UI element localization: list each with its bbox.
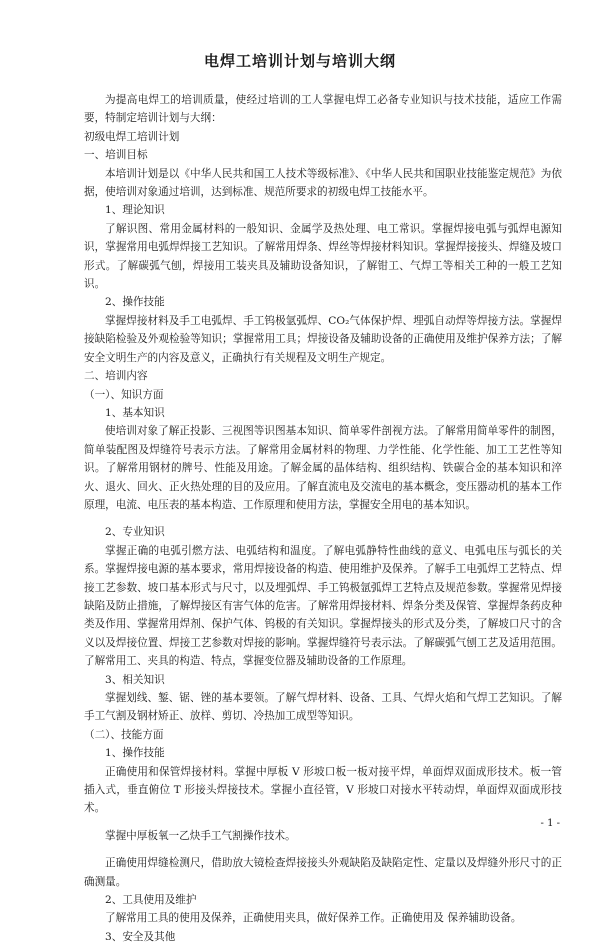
document-title: 电焊工培训计划与培训大纲 bbox=[203, 52, 396, 70]
related-knowledge-heading: 3、相关知识 bbox=[105, 673, 165, 686]
tools-paragraph: 了解常用工具的使用及保养，正确使用夹具，做好保养工作。正确使用及 保养辅助设备。 bbox=[105, 912, 522, 925]
operation-skill-heading: 1、操作技能 bbox=[105, 747, 165, 760]
safety-heading: 3、安全及其他 bbox=[105, 930, 176, 943]
professional-knowledge-heading: 2、专业知识 bbox=[105, 526, 165, 539]
plan-heading: 初级电焊工培训计划 bbox=[84, 130, 180, 143]
section-1-paragraph: 本培训计划是以《中华人民共和国工人技术等级标准》、《中华人民共和国职业技能鉴定规范》为依据，使培训对象通过培训，达到标准、规范所要求的初级电焊工技能水平。 bbox=[84, 167, 562, 199]
related-knowledge-paragraph: 掌握划线、錾、锯、锉的基本要领。了解气焊材料、设备、工具、气焊火焰和气焊工艺知识。了解手工气割及钢材矫正、放样、剪切、冷热加工成型等知识。 bbox=[84, 692, 562, 723]
skills-heading: （二）、技能方面 bbox=[84, 728, 164, 741]
section-1-heading: 一、培训目标 bbox=[84, 149, 148, 162]
theory-paragraph: 了解识图、常用金属材料的一般知识、金属学及热处理、电工常识。掌握焊接电弧与弧焊电源知识，掌握常用电弧焊焊接工艺知识。了解常用焊条、焊丝等焊接材料知识。掌握焊接接头、焊缝及坡口形式。了解碳弧气刨，焊接用工装夹具及辅助设备知识，了解钳工、气焊工等相关工种的一般工艺知识。 bbox=[84, 222, 562, 291]
document-body bbox=[84, 91, 562, 946]
theory-heading: 1、理论知识 bbox=[105, 204, 165, 217]
intro-paragraph: 为提高电焊工的培训质量，使经过培训的工人掌握电焊工必备专业知识与技术技能，适应工作需要，特制定培训计划与大纲： bbox=[84, 94, 562, 125]
inspection-paragraph: 正确使用焊缝检测尺，借助放大镜检查焊接接头外观缺陷及缺陷定性、定量以及焊缝外形尺寸的正确测量。 bbox=[84, 857, 562, 888]
basic-knowledge-paragraph: 使培训对象了解正投影、三视图等识图基本知识、简单零件剖视方法。了解常用简单零件的制图，简单装配图及焊缝符号表示方法。了解常用金属材料的物理、力学性能、化学性能、加工工艺性等知识。了解常用钢材的牌号、性能及用途。了解金属的晶体结构、组织结构、铁碳合金的基本知识和淬火、退火、回火、正火热处理的目的及应用。了解直流电及交流电的基本概念，变压器动机的基本工作原理，电流、电压表的基本构造、工作原理和使用方法，掌握安全用电的基本知识。 bbox=[84, 425, 562, 511]
section-2-heading: 二、培训内容 bbox=[84, 370, 148, 383]
page-number: - 1 - bbox=[540, 818, 560, 829]
operation-heading: 2、操作技能 bbox=[105, 296, 165, 309]
operation-skill-paragraph: 正确使用和保管焊接材料。掌握中厚板 V 形坡口板一板对接平焊，单面焊双面成形技术。板一管插入式，垂直俯位 T 形接头焊接技术。掌握小直径管，V 形坡口对接水平转动焊，单面焊双面成形技术。 bbox=[84, 765, 562, 815]
basic-knowledge-heading: 1、基本知识 bbox=[105, 406, 165, 419]
knowledge-heading: （一）、知识方面 bbox=[84, 388, 164, 401]
operation-paragraph: 掌握焊接材料及手工电弧焊、手工钨极氩弧焊、CO₂气体保护焊、埋弧自动焊等焊接方法。掌握焊接缺陷检验及外观检验等知识；掌握常用工具；焊接设备及辅助设备的正确使用及维护保养方法；了解安全文明生产的内容及意义，正确执行有关规程及文明生产规定。 bbox=[84, 314, 562, 364]
gas-cutting-paragraph: 掌握中厚板氧一乙炔手工气割操作技术。 bbox=[105, 829, 296, 842]
professional-knowledge-paragraph: 掌握正确的电弧引燃方法、电弧结构和温度。了解电弧静特性曲线的意义、电弧电压与弧长的关系。掌握焊接电源的基本要求，常用焊接设备的构造、使用维护及保养。了解手工电弧焊工艺特点、焊接工艺参数、坡口基本形式与尺寸，以及埋弧焊、手工钨极氩弧焊工艺特点及规范参数。掌握常见焊接缺陷及防止措施，了解焊接区有害气体的危害。了解常用焊接材料、焊条分类及保管、掌握焊条药皮种类及作用、掌握常用焊剂、保护气体、钨极的有关知识。掌握焊接头的形式及分类，了解坡口尺寸的含义以及焊接位置、焊接工艺参数对焊接的影响。掌握焊缝符号表示法。了解碳弧气刨工艺及适用范围。了解常用工、夹具的构造、特点，掌握变位器及辅助设备的工作原理。 bbox=[84, 544, 562, 668]
tools-heading: 2、工具使用及维护 bbox=[105, 894, 197, 907]
